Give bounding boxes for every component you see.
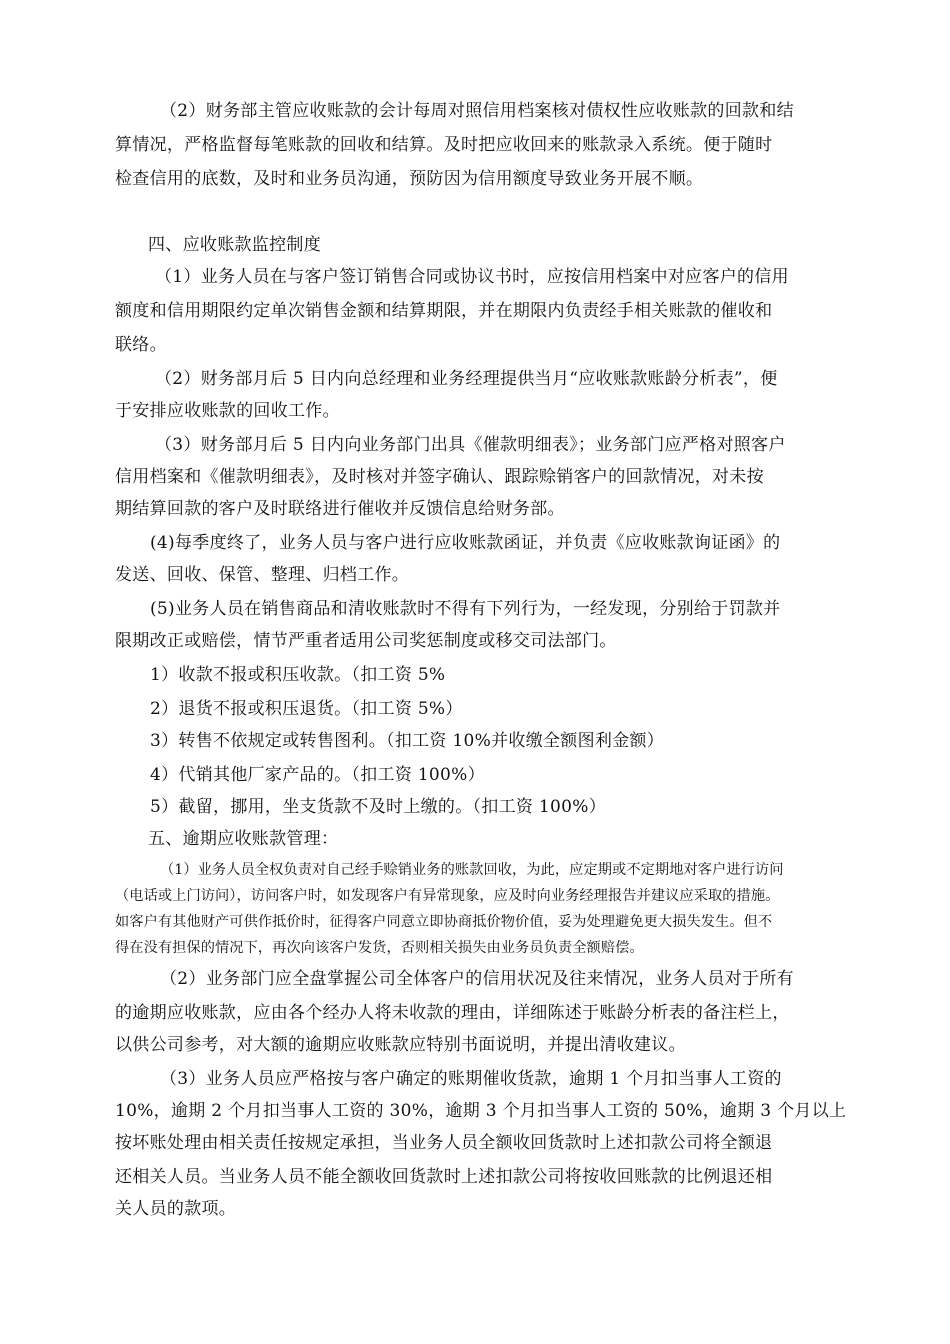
s5-item1-line4: 得在没有担保的情况下，再次向该客户发货，否则相关损失由业务员负责全额赔偿。 — [115, 940, 644, 956]
s4-item5-line1: (5)业务人员在销售商品和清收账款时不得有下列行为，一经发现，分别给于罚款并 — [150, 599, 781, 619]
s4-item3-line1: （3）财务部月后 5 日内向业务部门出具《催款明细表》；业务部门应严格对照客户 — [155, 435, 786, 455]
s5-item3-line3: 按坏账处理由相关责任按规定承担，当业务人员全额收回货款时上述扣款公司将全额退 — [115, 1133, 773, 1153]
s4-item1-line2: 额度和信用期限约定单次销售金额和结算期限，并在期限内负责经手相关账款的催收和 — [115, 301, 773, 321]
s4-item1-line3: 联络。 — [115, 335, 167, 355]
penalty-item: 4）代销其他厂家产品的。（扣工资 100%） — [150, 765, 485, 785]
s4-item3-line3: 期结算回款的客户及时联络进行催收并反馈信息给财务部。 — [115, 499, 565, 519]
s4-item2-line2: 于安排应收账款的回收工作。 — [115, 401, 340, 421]
s3-item2-line3: 检查信用的底数，及时和业务员沟通，预防因为信用额度导致业务开展不顺。 — [115, 169, 704, 189]
s4-item3-line2: 信用档案和《催款明细表》，及时核对并签字确认、跟踪赊销客户的回款情况，对未按 — [115, 467, 764, 487]
s5-item2-line1: （2）业务部门应全盘掌握公司全体客户的信用状况及往来情况，业务人员对于所有 — [160, 969, 794, 989]
s5-item1-line2: （电话或上门访问），访问客户时，如发现客户有异常现象，应及时向业务经理报告并建议应采取的措施。 — [115, 888, 780, 904]
penalty-item: 5）截留，挪用，坐支货款不及时上缴的。（扣工资 100%） — [150, 797, 607, 817]
penalty-item: 3）转售不依规定或转售图利。（扣工资 10%并收缴全额图利金额） — [150, 731, 665, 751]
s5-item1-line1: （1）业务人员全权负责对自己经手赊销业务的账款回收，为此，应定期或不定期地对客户进行访问 — [160, 862, 784, 878]
s4-item1-line1: （1）业务人员在与客户签订销售合同或协议书时，应按信用档案中对应客户的信用 — [155, 267, 789, 287]
s4-item4-line1: (4)每季度终了，业务人员与客户进行应收账款函证，并负责《应收账款询证函》的 — [150, 533, 781, 553]
s5-item2-line2: 的逾期应收账款，应由各个经办人将未收款的理由，详细陈述于账龄分析表的备注栏上， — [115, 1003, 790, 1023]
s4-item4-line2: 发送、回收、保管、整理、归档工作。 — [115, 565, 410, 585]
section-4-heading: 四、应收账款监控制度 — [148, 235, 321, 255]
s5-item3-line2: 10%，逾期 2 个月扣当事人工资的 30%，逾期 3 个月扣当事人工资的 50%，逾期 3 个月以上 — [115, 1101, 847, 1121]
s5-item1-line3: 如客户有其他财产可供作抵价时，征得客户同意立即协商抵价物价值，妥为处理避免更大损失发生。但不 — [115, 914, 773, 930]
s5-item3-line5: 关人员的款项。 — [115, 1199, 237, 1219]
s5-item2-line3: 以供公司参考，对大额的逾期应收账款应特别书面说明，并提出清收建议。 — [115, 1035, 686, 1055]
s5-item3-line4: 还相关人员。当业务人员不能全额收回货款时上述扣款公司将按收回账款的比例退还相 — [115, 1167, 773, 1187]
section-5-heading: 五、逾期应收账款管理： — [148, 829, 339, 849]
s3-item2-line1: （2）财务部主管应收账款的会计每周对照信用档案核对债权性应收账款的回款和结 — [160, 101, 794, 121]
penalty-item: 2）退货不报或积压退货。（扣工资 5%） — [150, 699, 463, 719]
s5-item3-line1: （3）业务人员应严格按与客户确定的账期催收货款，逾期 1 个月扣当事人工资的 — [160, 1069, 782, 1089]
penalty-item: 1）收款不报或积压收款。（扣工资 5% — [150, 665, 446, 685]
s4-item2-line1: （2）财务部月后 5 日内向总经理和业务经理提供当月“应收账款账龄分析表”，便 — [155, 369, 778, 389]
s3-item2-line2: 算情况，严格监督每笔账款的回收和结算。及时把应收回来的账款录入系统。便于随时 — [115, 135, 773, 155]
s4-item5-line2: 限期改正或赔偿，情节严重者适用公司奖惩制度或移交司法部门。 — [115, 631, 617, 651]
